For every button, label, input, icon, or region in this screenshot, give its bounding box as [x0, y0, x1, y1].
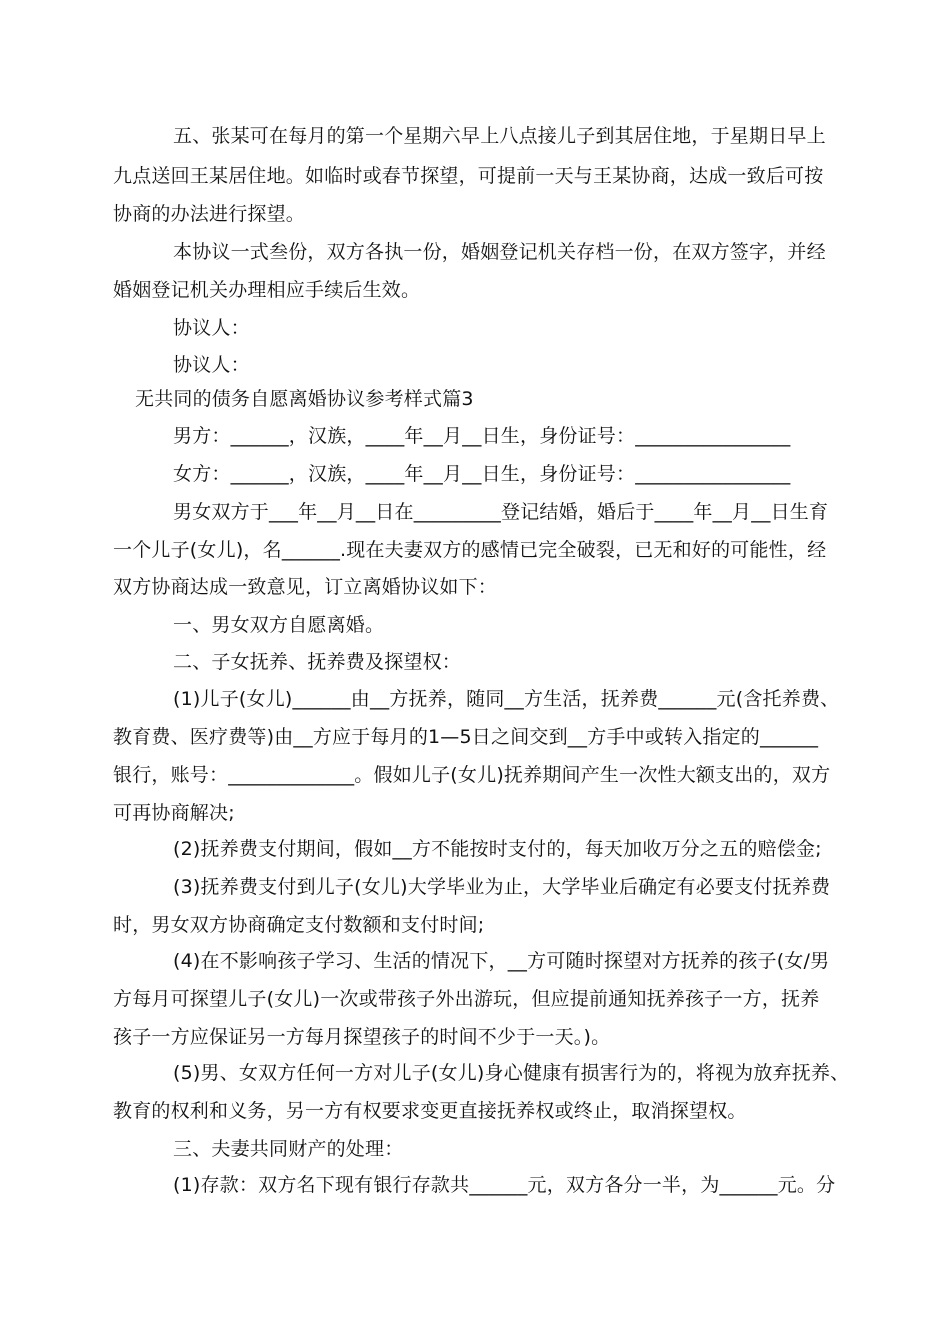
- text-line: (1)儿子(女儿)______由__方抚养，随同__方生活，抚养费______元(含托养费、: [173, 688, 840, 710]
- text-line: 九点送回王某居住地。如临时或春节探望，可提前一天与王某协商，达成一致后可按: [113, 165, 824, 187]
- text-line: 教育的权利和义务，另一方有权要求变更直接抚养权或终止，取消探望权。: [113, 1100, 747, 1122]
- text-line: 可再协商解决;: [113, 802, 235, 824]
- text-line: 本协议一式叁份，双方各执一份，婚姻登记机关存档一份，在双方签字，并经: [173, 241, 826, 263]
- text-line: 时，男女双方协商确定支付数额和支付时间;: [113, 914, 485, 936]
- text-line: 教育费、医疗费等)由__方应于每月的1—5日之间交到__方手中或转入指定的______: [113, 726, 819, 748]
- text-line: (4)在不影响孩子学习、生活的情况下，__方可随时探望对方抚养的孩子(女/男: [173, 950, 830, 972]
- text-line: 协议人：: [173, 317, 250, 339]
- text-line: 婚姻登记机关办理相应手续后生效。: [113, 279, 421, 301]
- text-line: 协商的办法进行探望。: [113, 203, 306, 225]
- text-line: 男女双方于___年__月__日在_________登记结婚，婚后于____年__月__日生育: [173, 501, 829, 523]
- text-line: (3)抚养费支付到儿子(女儿)大学毕业为止，大学毕业后确定有必要支付抚养费: [173, 876, 831, 898]
- text-line: 二、子女抚养、抚养费及探望权：: [173, 651, 462, 673]
- text-line: 孩子一方应保证另一方每月探望孩子的时间不少于一天。)。: [113, 1026, 611, 1048]
- text-line: 协议人：: [173, 354, 250, 376]
- text-line: 三、夫妻共同财产的处理：: [173, 1138, 404, 1160]
- section-heading: 无共同的债务自愿离婚协议参考样式篇3: [135, 388, 474, 410]
- text-line: (5)男、女双方任何一方对儿子(女儿)身心健康有损害行为的，将视为放弃抚养、: [173, 1062, 850, 1084]
- text-line: 男方：______，汉族，____年__月__日生，身份证号：________________: [173, 425, 791, 447]
- text-line: 银行，账号：_____________。假如儿子(女儿)抚养期间产生一次性大额支出的，双方: [113, 764, 831, 786]
- text-line: 女方：______，汉族，____年__月__日生，身份证号：________________: [173, 463, 791, 485]
- text-line: 五、张某可在每月的第一个星期六早上八点接儿子到其居住地，于星期日早上: [173, 125, 826, 147]
- text-line: 一、男女双方自愿离婚。: [173, 614, 385, 636]
- text-line: (2)抚养费支付期间，假如__方不能按时支付的，每天加收万分之五的赔偿金;: [173, 838, 822, 860]
- text-line: (1)存款：双方名下现有银行存款共______元，双方各分一半，为______元。分: [173, 1174, 836, 1196]
- text-line: 双方协商达成一致意见，订立离婚协议如下：: [113, 576, 498, 598]
- text-line: 方每月可探望儿子(女儿)一次或带孩子外出游玩，但应提前通知抚养孩子一方，抚养: [113, 988, 820, 1010]
- text-line: 一个儿子(女儿)，名______.现在夫妻双方的感情已完全破裂，已无和好的可能性，经: [113, 539, 827, 561]
